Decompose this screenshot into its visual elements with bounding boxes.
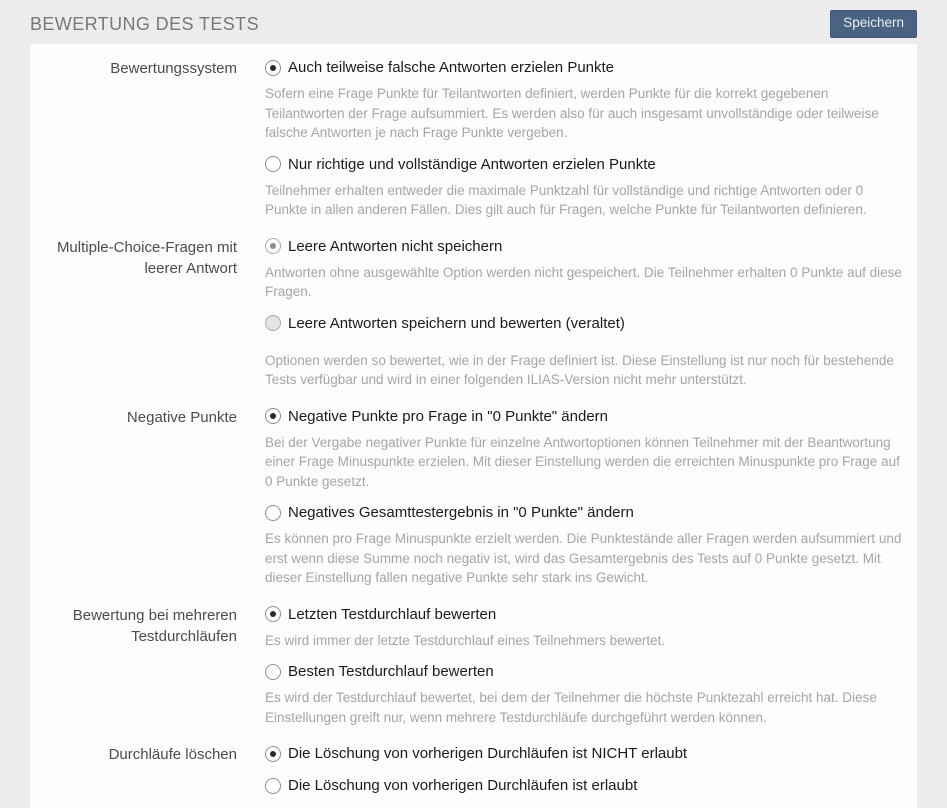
radio-option-pass-deletion-not-allowed[interactable] [265, 743, 907, 764]
option-description: Es können pro Frage Minuspunkte erzielt werden. Die Punktestände aller Fragen werden aufsummiert und erst wenn diese Summe noch negativ ist, wird das Gesamtergebnis des Tests auf 0 Punkte gesetzt. Mit dieser Einstellung fallen negative Punkte sehr stark ins Gewicht. [265, 531, 902, 585]
radio-option-negative-total-result-zero[interactable] [265, 502, 907, 523]
option-negative-total-result-zero [265, 502, 907, 588]
option-score-last-pass [265, 604, 907, 651]
option-only-correct-answers-score [265, 154, 907, 220]
option-description: Es wird der Testdurchlauf bewertet, bei dem der Teilnehmer die höchste Punktezahl erreicht hat. Diese Einstellungen greift nur, wenn mehrere Testdurchläufe durchgeführt werden können. [265, 690, 877, 725]
option-empty-answers-not-saved [265, 236, 907, 302]
field-content-mc-leere-antwort [265, 236, 907, 390]
option-empty-answers-saved-deprecated [265, 313, 907, 390]
option-label[interactable]: Negative Punkte pro Frage in "0 Punkte" ändern [288, 407, 609, 425]
radio-only-correct-answers-score[interactable] [265, 156, 281, 172]
option-description: Bei der Vergabe negativer Punkte für einzelne Antwortoptionen können Teilnehmer mit der Beantwortung einer Frage Minuspunkte erzielen. Mit dieser Einstellung werden die erreichten Minuspunkte pro Frage auf 0 Punkte gesetzt. [265, 434, 900, 489]
option-pass-deletion-allowed [265, 775, 907, 796]
radio-option-negative-points-per-question-zero[interactable] [265, 406, 907, 427]
option-description: Optionen werden so bewertet, wie in der Frage definiert ist. Diese Einstellung ist nur noch für bestehende Tests verfügbar und wird in einer folgenden ILIAS-Version nicht mehr unterstützt. [265, 352, 894, 387]
option-description: Es wird immer der letzte Testdurchlauf eines Teilnehmers bewertet. [265, 632, 666, 648]
option-label: Leere Antworten nicht speichern [288, 237, 503, 255]
form-row-durchlaeufe-loeschen [30, 743, 917, 796]
option-score-best-pass [265, 661, 907, 727]
radio-option-only-correct-answers-score[interactable] [265, 154, 907, 175]
radio-negative-points-per-question-zero[interactable] [265, 408, 281, 424]
radio-option-partial-false-answers-score[interactable] [265, 57, 907, 78]
option-label[interactable]: Letzten Testdurchlauf bewerten [288, 605, 497, 623]
save-button[interactable]: Speichern [830, 10, 917, 38]
option-description: Sofern eine Frage Punkte für Teilantworten definiert, werden Punkte für die korrekt gegebenen Teilantworten der Frage aufsummiert. Es werden also für auch insgesamt unvollständige oder teilweise falsche Antworten je nach Frage Punkte vergeben. [265, 86, 879, 140]
radio-option-pass-deletion-allowed[interactable] [265, 775, 907, 796]
radio-empty-answers-saved-deprecated [265, 315, 281, 331]
radio-partial-false-answers-score[interactable] [265, 60, 281, 76]
radio-option-empty-answers-saved-deprecated [265, 313, 907, 334]
field-label-negative-punkte: Negative Punkte [126, 408, 237, 426]
field-content-durchlaeufe-loeschen [265, 743, 907, 796]
field-label-mehrere-testdurchlaeufe: Bewertung bei mehreren Testdurchläufen [72, 606, 237, 645]
field-label-bewertungssystem: Bewertungssystem [110, 60, 237, 77]
radio-score-last-pass[interactable] [265, 606, 281, 622]
radio-option-score-best-pass[interactable] [265, 661, 907, 682]
option-label[interactable]: Besten Testdurchlauf bewerten [288, 663, 494, 680]
option-label[interactable]: Negatives Gesamttestergebnis in "0 Punkte" ändern [288, 504, 634, 521]
radio-pass-deletion-allowed[interactable] [265, 778, 281, 794]
settings-panel [30, 44, 917, 808]
form-row-bewertungssystem [30, 57, 917, 220]
field-content-mehrere-testdurchlaeufe [265, 604, 907, 728]
option-description: Teilnehmer erhalten entweder die maximale Punktzahl für vollständige und richtige Antworten oder 0 Punkte in allen anderen Fällen. Dies gilt auch für Fragen, welche Punkte für Teilantworten definieren. [265, 182, 867, 217]
option-label[interactable]: Die Löschung von vorherigen Durchläufen ist erlaubt [288, 777, 638, 794]
radio-option-score-last-pass[interactable] [265, 604, 907, 625]
option-negative-points-per-question-zero [265, 406, 907, 492]
form-row-mehrere-testdurchlaeufe [30, 604, 917, 728]
option-pass-deletion-not-allowed [265, 743, 907, 764]
option-partial-false-answers-score [265, 57, 907, 143]
field-label-mc-leere-antwort: Multiple-Choice-Fragen mit leerer Antwort [56, 238, 237, 277]
form-row-mc-leere-antwort [30, 236, 917, 390]
page-header [30, 0, 917, 44]
option-description: Antworten ohne ausgewählte Option werden nicht gespeichert. Die Teilnehmer erhalten 0 Punkte auf diese Fragen. [265, 264, 902, 299]
option-label: Leere Antworten speichern und bewerten (veraltet) [288, 314, 625, 332]
option-label[interactable]: Auch teilweise falsche Antworten erzielen Punkte [288, 59, 615, 76]
radio-option-empty-answers-not-saved [265, 236, 907, 257]
field-label-durchlaeufe-loeschen: Durchläufe löschen [108, 746, 237, 763]
page-title: BEWERTUNG DES TESTS [30, 13, 259, 34]
radio-negative-total-result-zero[interactable] [265, 505, 281, 521]
radio-pass-deletion-not-allowed[interactable] [265, 746, 281, 762]
field-content-negative-punkte [265, 406, 907, 588]
radio-empty-answers-not-saved [265, 238, 281, 254]
radio-score-best-pass[interactable] [265, 664, 281, 680]
form-row-negative-punkte [30, 406, 917, 588]
option-label[interactable]: Nur richtige und vollständige Antworten erzielen Punkte [288, 155, 656, 173]
field-content-bewertungssystem [265, 57, 907, 220]
option-label[interactable]: Die Löschung von vorherigen Durchläufen ist NICHT erlaubt [288, 745, 688, 762]
